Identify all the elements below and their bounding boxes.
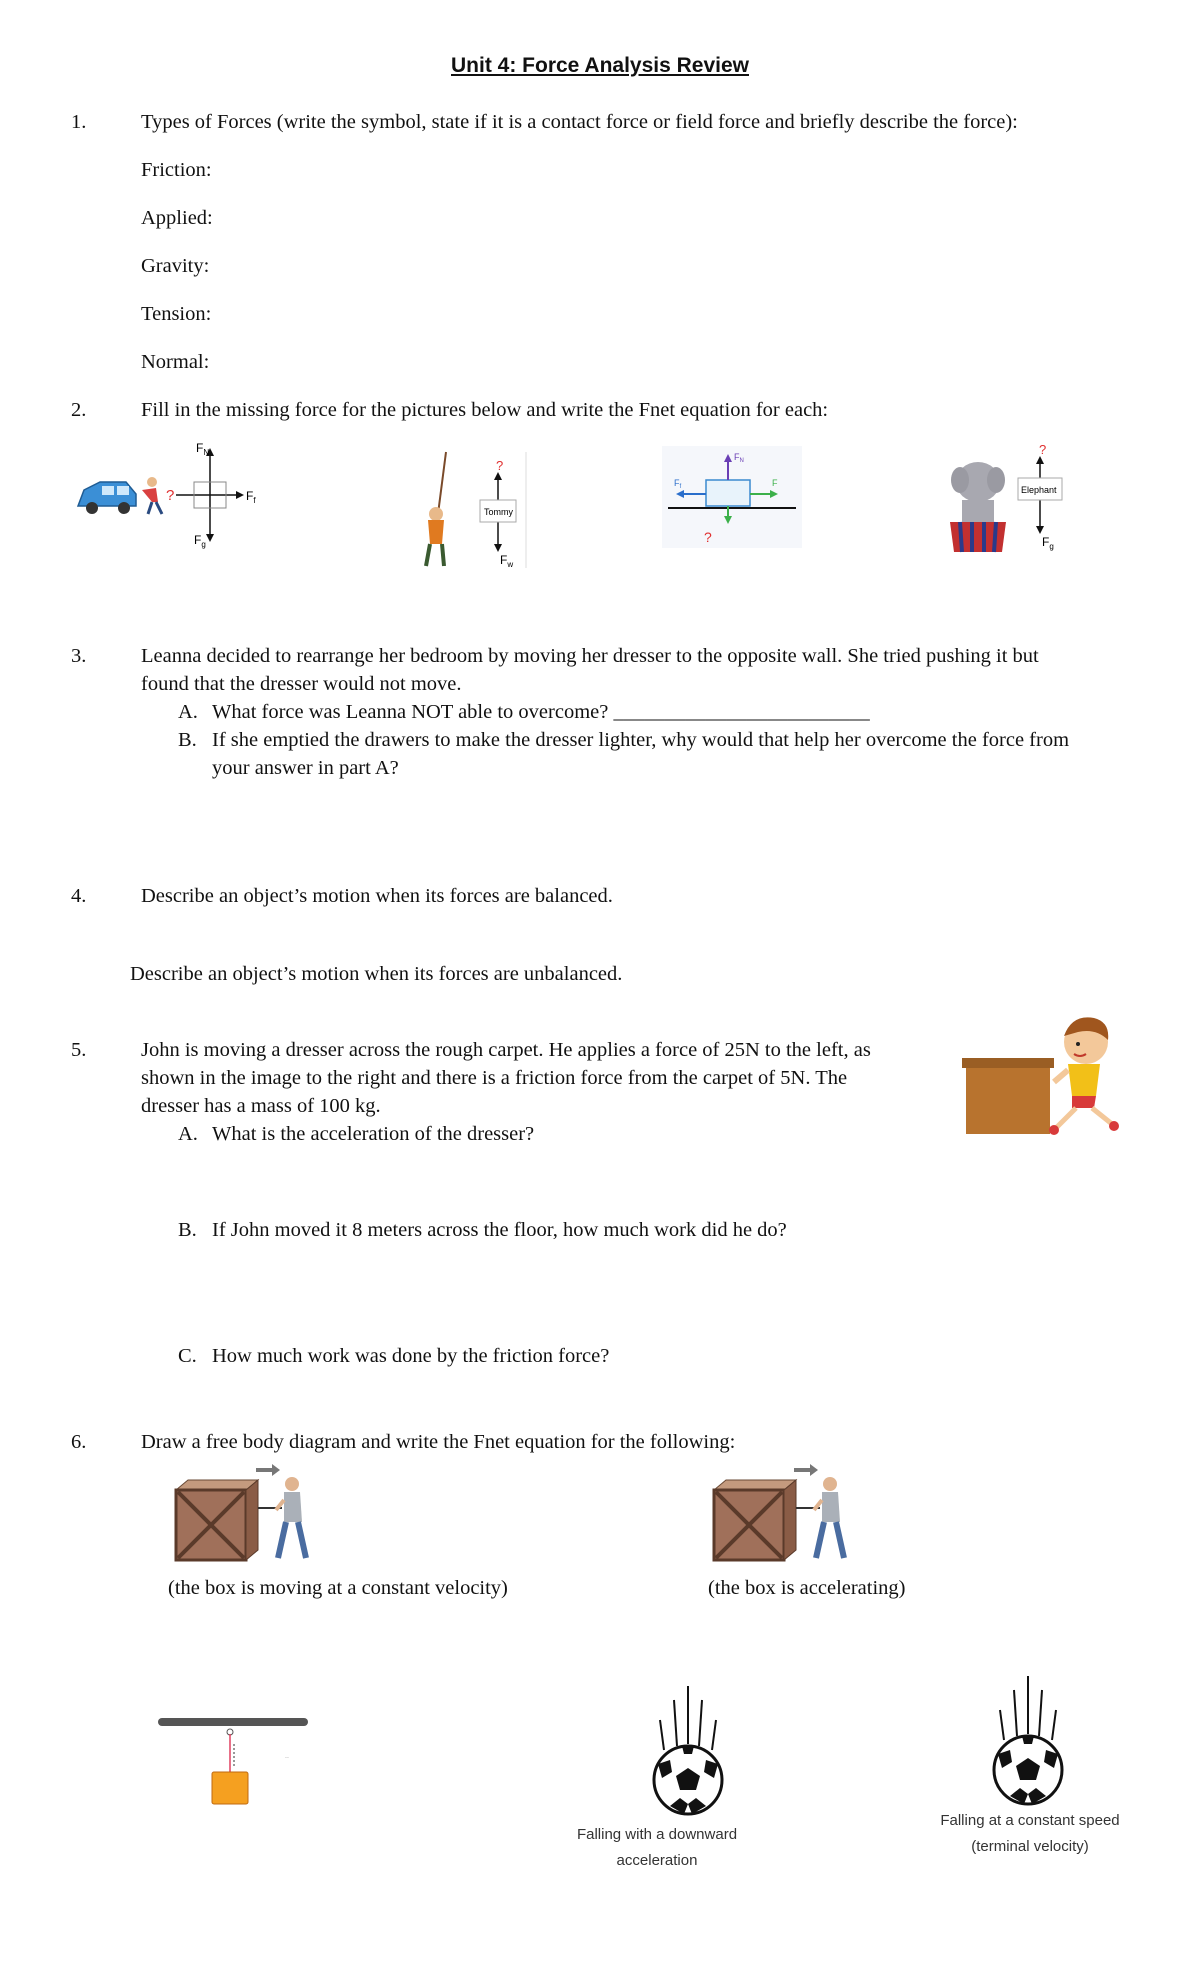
ball2-caption [910,1808,1150,1860]
pushing-boy-icon [1049,1017,1119,1135]
q2-figure-elephant [944,440,1068,556]
svg-text:Fw: $F_w$ [500,553,514,569]
q5-figure-boy-dresser [960,1012,1136,1138]
man-pulling-icon [796,1477,844,1558]
svg-text:Fg: $F_g$ [194,533,206,549]
q3-a-label: A. [178,701,198,723]
svg-text:Tommy: Tommy [484,507,513,517]
q2-prompt: Fill in the missing force for the pictures below and write the Fnet equation for each: [141,399,829,421]
q5-line3: dresser has a mass of 100 kg. [141,1095,381,1117]
arrow-right-icon [794,1464,818,1476]
crate-icon [176,1480,258,1560]
q5-a-label: A. [178,1123,198,1145]
q3-number: 3. [71,645,87,667]
svg-text:F: F [772,478,778,488]
q2-figure-tommy [414,448,532,570]
elephant-icon [950,462,1006,552]
climbing-boy-icon [426,452,446,566]
q1-number: 1. [71,111,87,133]
q1-item-tension: Tension: [141,303,212,325]
q6-figure-crate-constant [172,1460,332,1564]
q2-fig1-unknown: ? [166,487,175,504]
q2-figure-block [662,446,802,548]
q6-caption-accelerating: (the box is accelerating) [708,1577,906,1599]
q4-number: 4. [71,885,87,907]
ball1-caption-line2: acceleration [616,1852,698,1869]
q2-figure-car [72,440,256,552]
q2-number: 2. [71,399,87,421]
q5-c-text: How much work was done by the friction force? [212,1345,610,1367]
q6-figure-hanging-mass [150,1708,340,1828]
man-pulling-icon [258,1477,306,1558]
q5-b-label: B. [178,1219,197,1241]
ball2-caption-line1: Falling at a constant speed [940,1812,1120,1829]
q6-number: 6. [71,1431,87,1453]
svg-text:FN: $F_N$ [196,441,210,457]
svg-text:?: ? [496,458,504,473]
car-icon [78,482,136,514]
q5-a-text: What is the acceleration of the dresser? [212,1123,535,1145]
svg-text:Ff: $F_f$ [674,478,682,490]
q5-c-label: C. [178,1345,197,1367]
ball1-caption [542,1822,772,1874]
svg-text:Elephant: Elephant [1021,485,1057,495]
dresser-icon [962,1058,1054,1134]
crate-icon [714,1480,796,1560]
soccer-ball-icon [654,1746,722,1814]
q5-line2: shown in the image to the right and there is a friction force from the carpet of 5N. The [141,1067,848,1089]
q1-prompt: Types of Forces (write the symbol, state if it is a contact force or field force and briefly describe the force): [141,111,1018,133]
q3-b-line1: If she emptied the drawers to make the dresser lighter, why would that help her overcome the force from [212,729,1070,751]
svg-text:?: ? [1039,442,1047,457]
q3-b-line2: your answer in part A? [212,757,399,779]
q6-prompt: Draw a free body diagram and write the Fnet equation for the following: [141,1431,736,1453]
q5-line1: John is moving a dresser across the rough carpet. He applies a force of 25N to the left, as [141,1039,871,1061]
q6-figure-crate-accelerating [710,1460,870,1564]
svg-text:FN: $F_N$ [734,452,744,464]
q6-caption-constant: (the box is moving at a constant velocity) [168,1577,508,1599]
q5-number: 5. [71,1039,87,1061]
q4-unbalanced: Describe an object’s motion when its forces are unbalanced. [130,963,623,985]
svg-text:Ff: $F_f$ [246,489,256,505]
svg-text:Fg: $F_g$ [1042,535,1054,551]
soccer-ball-icon [994,1736,1062,1804]
q3-line1: Leanna decided to rearrange her bedroom by moving her dresser to the opposite wall. She tried pushing it but [141,645,1039,667]
q6-figure-ball-accelerating [630,1680,750,1820]
q1-item-gravity: Gravity: [141,255,210,277]
q3-b-label: B. [178,729,197,751]
q1-item-applied: Applied: [141,207,213,229]
weight-block [212,1772,248,1804]
ceiling-bar [158,1718,308,1726]
svg-text:?: ? [704,529,712,545]
q4-balanced: Describe an object’s motion when its forces are balanced. [141,885,613,907]
arrow-right-icon [256,1464,280,1476]
q3-line2: found that the dresser would not move. [141,673,462,695]
ball1-caption-line1: Falling with a downward [576,1826,738,1843]
q1-item-normal: Normal: [141,351,210,373]
svg-text:..: .. [285,1753,289,1760]
q6-figure-ball-terminal [970,1670,1090,1810]
q5-b-text: If John moved it 8 meters across the floor, how much work did he do? [212,1219,787,1241]
q3-a-text: What force was Leanna NOT able to overcome? _________________________ [212,701,870,723]
q1-item-friction: Friction: [141,159,212,181]
person-pushing-icon [142,477,162,514]
page-title: Unit 4: Force Analysis Review [451,54,749,77]
ball2-caption-line2: (terminal velocity) [971,1838,1089,1855]
